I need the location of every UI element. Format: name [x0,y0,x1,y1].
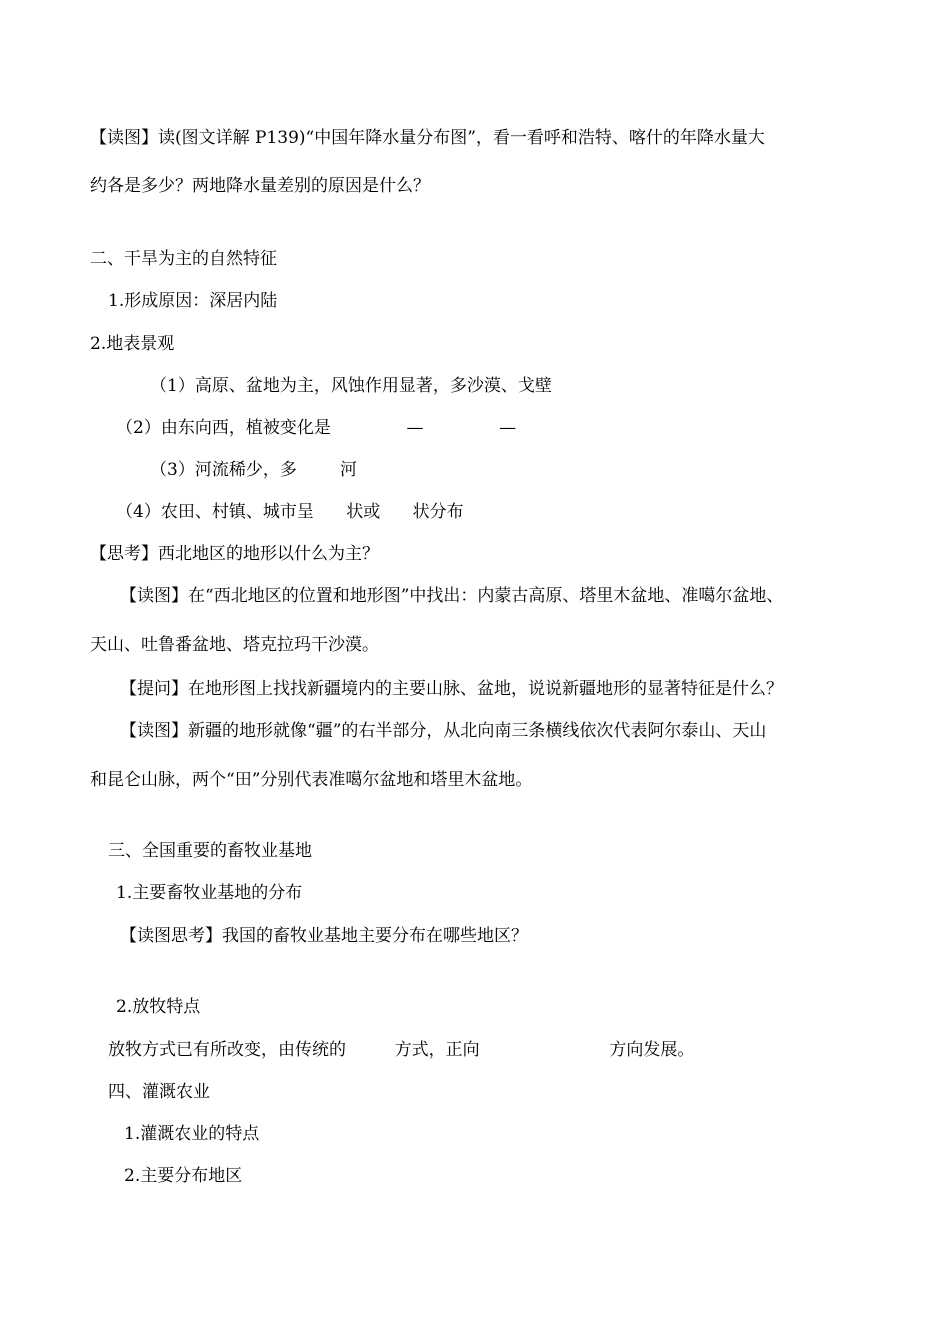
read-map-3-cont: 和昆仑山脉，两个“田”分别代表准噶尔盆地和塔里木盆地。 [90,770,533,790]
read-map-think: 【读图思考】我国的畜牧业基地主要分布在哪些地区？ [120,926,528,946]
item-irrigation-features: 1.灌溉农业的特点 [124,1124,260,1144]
item-main-areas: 2.主要分布地区 [124,1166,243,1186]
text-line-read-map-1-cont: 约各是多少？两地降水量差别的原因是什么？ [90,176,430,196]
item-formation-cause: 1.形成原因：深居内陆 [108,291,278,311]
item-landscape: 2.地表景观 [90,334,175,354]
sub-item-3: （3）河流稀少，多 河 [150,460,358,480]
text-line-read-map-1: 【读图】读(图文详解 P139)“中国年降水量分布图”，看一看呼和浩特、喀什的年降水量大 [90,128,765,148]
sub-item-4: （4）农田、村镇、城市呈 状或 状分布 [116,502,464,522]
read-map-2: 【读图】在“西北地区的位置和地形图”中找出：内蒙古高原、塔里木盆地、准噶尔盆地、 [120,586,784,606]
sub-item-1: （1）高原、盆地为主，风蚀作用显著，多沙漠、戈壁 [150,376,552,396]
think-question: 【思考】西北地区的地形以什么为主？ [90,544,379,564]
read-map-2-cont: 天山、吐鲁番盆地、塔克拉玛干沙漠。 [90,635,379,655]
item-grazing-features: 2.放牧特点 [116,997,201,1017]
section-heading-3: 三、全国重要的畜牧业基地 [108,841,312,861]
sub-item-2: （2）由东向西，植被变化是 — — [116,418,517,438]
section-heading-2: 二、干旱为主的自然特征 [90,249,277,269]
read-map-3: 【读图】新疆的地形就像“疆”的右半部分，从北向南三条横线依次代表阿尔泰山、天山 [120,721,767,741]
ask-question: 【提问】在地形图上找找新疆境内的主要山脉、盆地，说说新疆地形的显著特征是什么？ [120,679,783,699]
grazing-text: 放牧方式已有所改变，由传统的 方式，正向 方向发展。 [108,1040,695,1060]
section-heading-4: 四、灌溉农业 [108,1082,210,1102]
item-base-distribution: 1.主要畜牧业基地的分布 [116,883,303,903]
